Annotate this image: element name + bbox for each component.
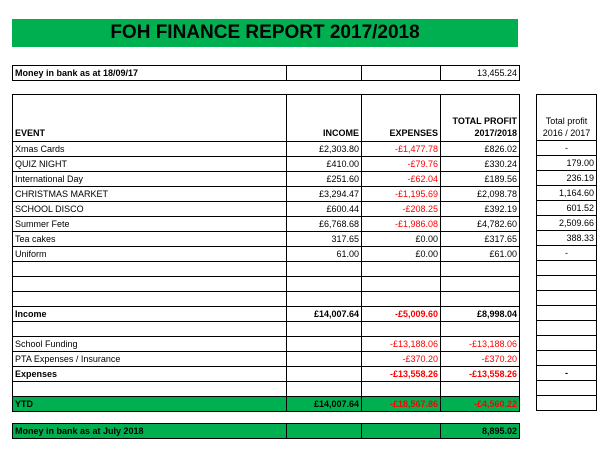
event-name: SCHOOL DISCO <box>13 202 287 217</box>
previous-empty-cell <box>537 261 597 276</box>
previous-profit-value: - <box>537 141 597 156</box>
event-income: £3,294.47 <box>287 187 362 202</box>
school-funding-profit: -£13,188.06 <box>441 337 520 352</box>
event-row <box>13 157 520 172</box>
ytd-income: £14,007.64 <box>287 397 362 412</box>
event-income: £251.60 <box>287 172 362 187</box>
previous-empty-cell <box>537 291 597 306</box>
previous-expenses-value: - <box>537 366 597 381</box>
income-total-expenses: -£5,009.60 <box>362 307 441 322</box>
event-row <box>13 142 520 157</box>
event-expenses: -£208.25 <box>362 202 441 217</box>
previous-profit-value: - <box>537 246 597 261</box>
event-row <box>13 202 520 217</box>
income-total-row <box>13 307 520 322</box>
event-profit: £189.56 <box>441 172 520 187</box>
event-name: International Day <box>13 172 287 187</box>
event-income: £410.00 <box>287 157 362 172</box>
event-name: CHRISTMAS MARKET <box>13 187 287 202</box>
previous-profit-value: 2,509.66 <box>537 216 597 231</box>
event-income: £600.44 <box>287 202 362 217</box>
ytd-expenses: -£18,567.86 <box>362 397 441 412</box>
event-profit: £330.24 <box>441 157 520 172</box>
previous-profit-value: 388.33 <box>537 231 597 246</box>
money-end-value: 8,895.02 <box>441 424 520 439</box>
event-expenses: £0.00 <box>362 247 441 262</box>
event-expenses: -£79.76 <box>362 157 441 172</box>
event-income: 61.00 <box>287 247 362 262</box>
previous-empty-cell <box>537 351 597 366</box>
money-end-table <box>12 423 520 439</box>
expenses-total-label: Expenses <box>13 367 287 382</box>
event-name: Tea cakes <box>13 232 287 247</box>
income-total-income: £14,007.64 <box>287 307 362 322</box>
event-profit: £826.02 <box>441 142 520 157</box>
event-row <box>13 232 520 247</box>
pta-row <box>13 352 520 367</box>
event-profit: £317.65 <box>441 232 520 247</box>
event-row <box>13 187 520 202</box>
event-name: QUIZ NIGHT <box>13 157 287 172</box>
ytd-label: YTD <box>13 397 287 412</box>
event-profit: £392.19 <box>441 202 520 217</box>
money-end-label: Money in bank as at July 2018 <box>13 424 287 439</box>
previous-profit-value: 236.19 <box>537 171 597 186</box>
event-profit: £4,782.60 <box>441 217 520 232</box>
previous-empty-cell <box>537 381 597 396</box>
school-funding-row <box>13 337 520 352</box>
header-previous-profit: Total profit 2016 / 2017 <box>537 95 597 141</box>
event-income: £6,768.68 <box>287 217 362 232</box>
previous-empty-cell <box>537 336 597 351</box>
money-start-value: 13,455.24 <box>441 66 520 81</box>
expenses-total-row <box>13 367 520 382</box>
event-row <box>13 172 520 187</box>
event-name: Summer Fete <box>13 217 287 232</box>
event-profit: £2,098.78 <box>441 187 520 202</box>
pta-label: PTA Expenses / Insurance <box>13 352 287 367</box>
money-start-label: Money in bank as at 18/09/17 <box>13 66 287 81</box>
event-expenses: £0.00 <box>362 232 441 247</box>
previous-empty-cell <box>537 396 597 411</box>
event-expenses: -£1,477.78 <box>362 142 441 157</box>
expenses-total-expenses: -£13,558.26 <box>362 367 441 382</box>
school-funding-expenses: -£13,188.06 <box>362 337 441 352</box>
event-expenses: -£1,986.08 <box>362 217 441 232</box>
event-name: Uniform <box>13 247 287 262</box>
previous-empty-cell <box>537 321 597 336</box>
header-row <box>13 95 520 142</box>
event-profit: £61.00 <box>441 247 520 262</box>
ytd-row <box>13 397 520 412</box>
header-expenses: EXPENSES <box>362 95 441 142</box>
previous-profit-value: 1,164.60 <box>537 186 597 201</box>
header-event: EVENT <box>13 95 287 142</box>
previous-year-table <box>536 94 597 411</box>
pta-profit: -£370.20 <box>441 352 520 367</box>
previous-empty-cell <box>537 306 597 321</box>
previous-profit-value: 601.52 <box>537 201 597 216</box>
event-expenses: -£1,195.69 <box>362 187 441 202</box>
report-title: FOH FINANCE REPORT 2017/2018 <box>12 19 518 47</box>
pta-expenses: -£370.20 <box>362 352 441 367</box>
previous-empty-cell <box>537 276 597 291</box>
event-expenses: -£62.04 <box>362 172 441 187</box>
event-row <box>13 247 520 262</box>
money-start-table <box>12 65 520 81</box>
income-total-label: Income <box>13 307 287 322</box>
income-total-profit: £8,998.04 <box>441 307 520 322</box>
event-row <box>13 217 520 232</box>
header-income: INCOME <box>287 95 362 142</box>
expenses-total-profit: -£13,558.26 <box>441 367 520 382</box>
finance-table <box>12 94 520 412</box>
event-income: 317.65 <box>287 232 362 247</box>
school-funding-label: School Funding <box>13 337 287 352</box>
event-name: Xmas Cards <box>13 142 287 157</box>
previous-profit-value: 179.00 <box>537 156 597 171</box>
ytd-profit: -£4,560.22 <box>441 397 520 412</box>
header-total-profit: TOTAL PROFIT 2017/2018 <box>441 95 520 142</box>
event-income: £2,303.80 <box>287 142 362 157</box>
